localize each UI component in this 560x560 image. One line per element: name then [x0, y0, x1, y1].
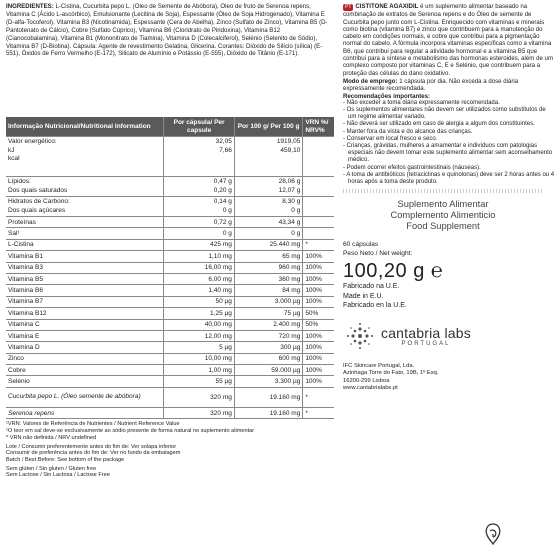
row-name: Vitamina B12: [6, 308, 164, 319]
row-name: Vitamina B5: [6, 273, 164, 284]
row-vrn: 100%: [303, 296, 334, 307]
per-capsule-value: 0,20 g: [213, 186, 232, 194]
row-per-capsule: 16,00 mg: [164, 262, 235, 273]
per-100g-value: 8,30 g: [282, 197, 301, 205]
row-name: Vitamina B7: [6, 296, 164, 307]
recommendations-list: [343, 100, 555, 186]
made-in-pt: Fabricado na U.E.: [343, 283, 400, 291]
capsule-count: 60 cápsulas: [343, 241, 379, 249]
list-item: - Conservar em local fresco e seco.: [343, 136, 555, 143]
address-line-4: www.cantabrialabs.pt: [343, 385, 398, 392]
row-per-capsule: 1,25 µg: [164, 308, 235, 319]
right-column: [343, 3, 555, 392]
per-100g-value: 28,06 g: [278, 177, 301, 185]
row-name: Serenoa repens: [6, 407, 164, 418]
row-per-capsule: 1,40 mg: [164, 285, 235, 296]
row-vrn: 50%: [303, 319, 334, 330]
header-per-capsule: Por cápsula/ Per capsule: [164, 117, 235, 137]
row-name: Cobre: [6, 365, 164, 376]
usage-label: Modo de emprego:: [343, 77, 398, 85]
row-vrn: [303, 177, 334, 197]
divider-stripe: [343, 189, 543, 193]
row-vrn: 100%: [303, 285, 334, 296]
table-row: [6, 308, 334, 319]
table-row: [6, 296, 334, 307]
header-info: Informação Nutricional/Nutritional Information: [6, 117, 164, 137]
table-row: [6, 228, 334, 239]
nutrient-sub: Dos quais açúcares: [8, 206, 66, 214]
per-capsule-value: 0,14 g: [213, 197, 232, 205]
row-per-100g: 84 mg: [234, 285, 302, 296]
row-per-100g: 25.440 mg: [234, 239, 302, 250]
row-name: Vitamina B1: [6, 251, 164, 262]
row-per-capsule: [164, 177, 235, 197]
row-name: Cucurbita pepo L. (Óleo semente de abóbora): [6, 387, 164, 407]
row-vrn: 100%: [303, 353, 334, 364]
row-name: Zinco: [6, 353, 164, 364]
lactose-free: Sem Lactose / Sin Lactosa / Lactose Free: [6, 472, 110, 479]
brand-logo: [343, 321, 555, 351]
footnotes: [6, 421, 334, 441]
row-vrn: 100%: [303, 342, 334, 353]
row-vrn: [303, 197, 334, 217]
per-capsule-value: 32,05: [215, 138, 232, 145]
row-name: Proteínas: [6, 217, 164, 228]
row-per-capsule: [164, 197, 235, 217]
row-per-100g: 0 g: [234, 228, 302, 239]
row-vrn: 100%: [303, 273, 334, 284]
row-per-100g: 19.160 mg: [234, 407, 302, 418]
table-row: [6, 251, 334, 262]
made-in: [343, 282, 555, 311]
net-weight-label: Peso Neto / Net weight:: [343, 250, 413, 258]
row-name: [6, 137, 164, 177]
row-per-100g: 2.400 mg: [234, 319, 302, 330]
row-name: Vitamina D: [6, 342, 164, 353]
row-per-capsule: [164, 137, 235, 177]
table-row: [6, 239, 334, 250]
table-row: [6, 353, 334, 364]
row-per-100g: 960 mg: [234, 262, 302, 273]
company-address: [343, 363, 483, 393]
row-vrn: 100%: [303, 251, 334, 262]
language-badge: PT: [345, 4, 352, 10]
brand-text: [381, 325, 471, 347]
row-per-100g: 3.300 µg: [234, 376, 302, 387]
table-row: [6, 319, 334, 330]
table-row: [6, 330, 334, 341]
brand-name: cantabria labs: [381, 324, 471, 341]
row-per-100g: [234, 197, 302, 217]
per-100g-value: 0 g: [291, 206, 301, 214]
table-row: [6, 365, 334, 376]
net-weight-value: 100,20 g: [343, 260, 425, 283]
table-row: [6, 177, 334, 197]
row-vrn: [303, 217, 334, 228]
list-item: - A toma de antibióticos (tetraciclinas e quinolonas) deve ser 2 horas antes ou 4 horas após a toma deste produto.: [343, 172, 555, 186]
net-weight: [343, 260, 555, 282]
row-per-100g: 600 mg: [234, 353, 302, 364]
nutrient-name: Lípidos:: [8, 177, 31, 185]
per-100g-value: 459,10: [280, 146, 301, 154]
address-line-3: 16200-299 Lisboa: [343, 377, 390, 384]
row-per-capsule: 425 mg: [164, 239, 235, 250]
nutrient-sub: kcal: [8, 155, 20, 163]
table-row: [6, 285, 334, 296]
row-vrn: *: [303, 407, 334, 418]
ingredients-label: INGREDIENTES:: [6, 3, 54, 10]
per-capsule-value: 7,66: [219, 146, 232, 154]
product-name: CISTITONE AGAXIDIL: [355, 3, 419, 10]
made-in-en: Made in E.U.: [343, 292, 384, 300]
product-intro: é um suplemento alimentar baseado na combinação de extratos de Serenoa repens e do Óleo de semente de Cucurbita pepo junto com L-Cistina. Enriquecido com vitaminas e minerais como biotina (vitamina B7) e zinco que contribuem para a manutenção do cabelo em condições normais, e cobre que contribui para a pigmentação normal do cabelo. A fórmula incorpora vitaminas específicas como a vitamina B6, que contribui para regular a atividade hormonal e a vitamina B5 que contribui para a síntese e metabolismo das hormonas esteroides, além de um complexo composto por vitaminas C, E e Selénio, que contribuem para a proteção das células do dano oxidativo.: [343, 3, 554, 77]
row-name: Vitamina B3: [6, 262, 164, 273]
row-vrn: 50%: [303, 308, 334, 319]
row-name: Vitamina B6: [6, 285, 164, 296]
footnote-vrn: ¹VRN: Valores de Referência de Nutrientes / Nutrient Reference Value: [6, 421, 180, 428]
list-item: - Manter fora da vista e do alcance das crianças.: [343, 129, 555, 136]
allergen-info: [6, 466, 334, 479]
nutrient-sub: Dos quais saturados: [8, 186, 68, 194]
usage-text: 1 cápsula por dia. Não exceda a dose diária expressamente recomendada.: [343, 77, 519, 93]
row-per-100g: 360 mg: [234, 273, 302, 284]
gluten-free: Sem glúten / Sin gluten / Gluten free: [6, 465, 97, 472]
row-per-capsule: 10,00 mg: [164, 353, 235, 364]
row-per-capsule: 320 mg: [164, 407, 235, 418]
table-row: [6, 376, 334, 387]
row-per-capsule: 55 µg: [164, 376, 235, 387]
row-per-100g: [234, 177, 302, 197]
supplement-labels: [343, 199, 543, 232]
table-row: [6, 217, 334, 228]
per-100g-value: 1919,05: [276, 138, 301, 145]
lot-line-3: Batch / Best Before: See bottom of the package: [6, 457, 125, 464]
usage-block: [343, 78, 555, 93]
list-item: - Os suplementos alimentares não devem ser utilizados como substitutos de um regime alimentar variado.: [343, 107, 555, 121]
row-per-100g: 3.000 µg: [234, 296, 302, 307]
supplement-pt: Suplemento Alimentar: [397, 199, 489, 210]
address-line-1: IFC Skincare Portugal, Lda.: [343, 362, 415, 369]
brand-country: PORTUGAL: [401, 340, 451, 347]
row-per-capsule: 40,00 mg: [164, 319, 235, 330]
ingredients-text: L-Cistina, Cucurbita pepo L. (Óleo de Semente de Abóbora), Óleo de fruto de Serenoa repens, Vitamina C (Ácido L-ascórbico), Emulsionante (Lecitina de Soja), Espessante (Óleo de Soja Hidrogenado), Vitamina E (D-alfa-Tocoferol), Vitamina B3 (Nicotinamida), Espessante (Cera de Abelha), Zinco (Sulfato de Zinco), Vitamina B5 (D-Pantotenato de Cálcio), Cobre (Sulfato Cúprico), Vitamina B6 (Cloridrato de Piridoxina), Vitamina B12 (Cianocobalamina), Vitamina B1 (Mononitrato de Tiamina), Vitamina D (Colecalciferol), Selénio (Selenito de Sódio), Vitamina B7 (D-Biotina). Cápsula: Agente de revestimento Gelatina, Glicerina. Corantes: Dióxido de Silício (sílica) (E-551), Óxidos de Ferro Vermelho (E-172), Silicato de Alumínio e Potássio (E-555), Dióxido de Titânio (E-171).: [6, 3, 328, 58]
row-name: Selénio: [6, 376, 164, 387]
row-vrn: [303, 228, 334, 239]
row-vrn: 100%: [303, 262, 334, 273]
recycle-icon: [483, 523, 503, 545]
lot-info: [6, 444, 334, 464]
package-info: [343, 240, 555, 258]
row-per-capsule: 5 µg: [164, 342, 235, 353]
per-100g-value: 12,07 g: [278, 186, 301, 194]
row-vrn: 100%: [303, 365, 334, 376]
footnote-undefined: * VRN não definida / NRV undefined: [6, 434, 97, 441]
lot-line-2: Consumir de preferência antes do fim de: Ver no fundo da embalagem: [6, 450, 181, 457]
table-row: [6, 273, 334, 284]
row-name: Vitamina C: [6, 319, 164, 330]
row-vrn: 100%: [303, 376, 334, 387]
nutrition-table-body: [6, 137, 334, 419]
table-row: [6, 407, 334, 418]
brand-logo-icon: [343, 321, 377, 351]
row-per-100g: 43,34 g: [234, 217, 302, 228]
row-name: Vitamina E: [6, 330, 164, 341]
header-vrn: VRN %/ NRV%: [303, 117, 334, 137]
row-per-100g: 720 mg: [234, 330, 302, 341]
estimated-mark: ℮: [430, 260, 444, 283]
row-per-capsule: 0,72 g: [164, 217, 235, 228]
list-item: - Podem ocorrer efeitos gastrointestinais (náuseas).: [343, 165, 555, 172]
row-name: Sal¹: [6, 228, 164, 239]
reco-label: Recomendações importantes:: [343, 92, 431, 100]
list-item: - Não exceder a toma diária expressamente recomendada.: [343, 100, 555, 107]
supplement-es: Complemento Alimenticio: [390, 210, 496, 221]
row-per-capsule: 1,00 mg: [164, 365, 235, 376]
row-per-100g: 300 µg: [234, 342, 302, 353]
row-per-100g: 65 mg: [234, 251, 302, 262]
address-line-2: Azinhaga Torre do Fato, 19B, 1º Esq.: [343, 370, 439, 377]
list-item: - Crianças, grávidas, mulheres a amamentar e indivíduos com patologias especiais não devem tomar este suplemento alimentar sem aconselhamento médico.: [343, 143, 555, 165]
nutrition-table: [6, 117, 334, 419]
reco-heading: [343, 93, 555, 100]
table-header-row: [6, 117, 334, 137]
table-row: [6, 262, 334, 273]
per-capsule-value: 0 g: [222, 206, 232, 214]
nutrient-sub: kJ: [8, 146, 15, 154]
table-row: [6, 387, 334, 407]
ingredients-block: [6, 3, 334, 115]
row-per-100g: 75 µg: [234, 308, 302, 319]
row-vrn: *: [303, 239, 334, 250]
row-vrn: [303, 137, 334, 177]
row-per-capsule: 6,00 mg: [164, 273, 235, 284]
table-row: [6, 197, 334, 217]
supplement-en: Food Supplement: [406, 221, 480, 232]
row-per-100g: 19.160 mg: [234, 387, 302, 407]
row-name: [6, 177, 164, 197]
product-description: [343, 3, 555, 77]
row-vrn: 100%: [303, 330, 334, 341]
row-per-100g: 59.000 µg: [234, 365, 302, 376]
footnote-salt: ¹O teor em sal deve-se exclusivamente ao sódio presente de forma natural no suplemento alimentar: [6, 428, 255, 435]
row-name: [6, 197, 164, 217]
list-item: - Não deverá ser utilizado em caso de alergia a algum dos constituintes.: [343, 121, 555, 128]
table-row: [6, 342, 334, 353]
per-capsule-value: 0,47 g: [213, 177, 232, 185]
made-in-es: Fabricado en la U.E.: [343, 302, 407, 310]
row-per-capsule: 50 µg: [164, 296, 235, 307]
left-column: [6, 3, 334, 479]
table-row: [6, 137, 334, 177]
nutrient-name: Valor energético:: [8, 138, 57, 145]
row-vrn: *: [303, 387, 334, 407]
lot-line-1: Lote / Consumir preferentemente antes do fim de: Ver solapa inferior: [6, 443, 177, 450]
row-per-100g: [234, 137, 302, 177]
row-per-capsule: 12,00 mg: [164, 330, 235, 341]
nutrient-name: Hidratos de Carbono:: [8, 197, 70, 205]
header-per-100g: Por 100 g/ Per 100 g: [234, 117, 302, 137]
row-per-capsule: 1,10 mg: [164, 251, 235, 262]
row-per-capsule: 0 g: [164, 228, 235, 239]
row-name: L-Cistina: [6, 239, 164, 250]
row-per-capsule: 320 mg: [164, 387, 235, 407]
